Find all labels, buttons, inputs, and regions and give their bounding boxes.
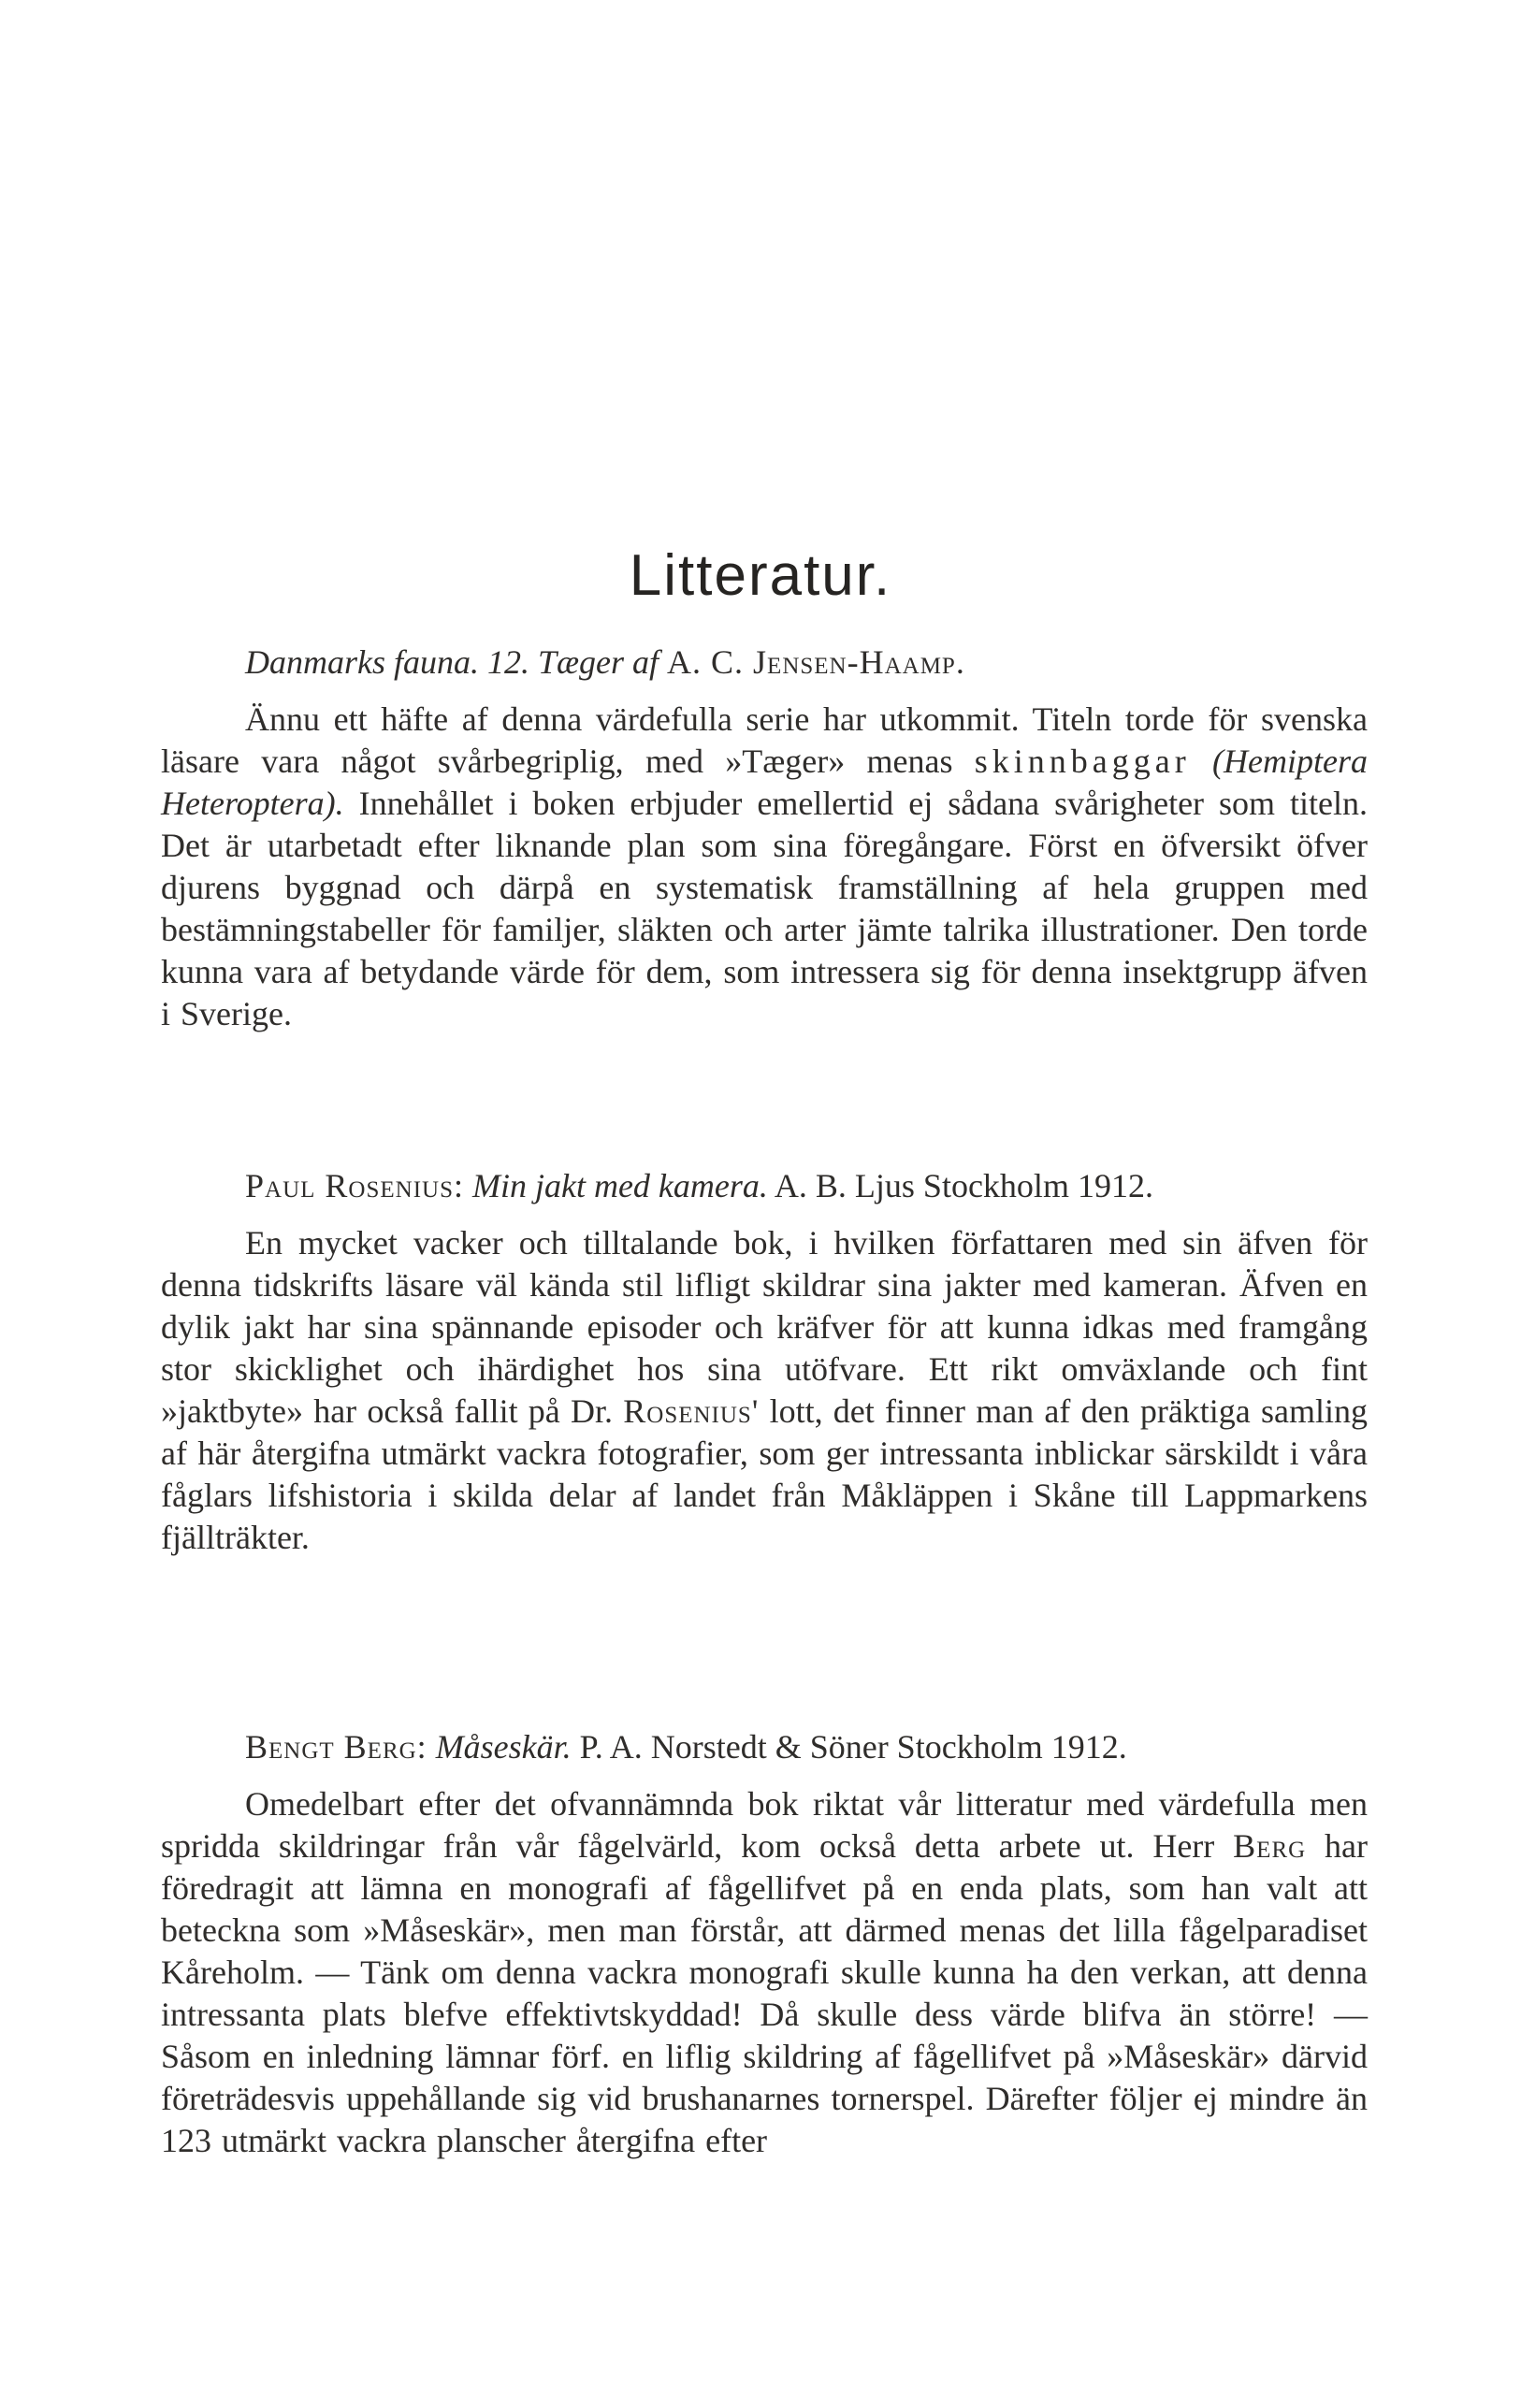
book-title: Måseskär.	[435, 1728, 572, 1766]
book-publisher: A. B. Ljus Stockholm 1912.	[774, 1167, 1153, 1204]
review-body	[161, 1222, 1368, 1559]
review-heading	[161, 1165, 1368, 1207]
review-heading	[161, 642, 1368, 684]
review-body	[161, 699, 1368, 1035]
body-text-part: En mycket vacker och tilltalande bok, i hvilken författaren med sin äfven för denna tidskrifts läsare väl kända stil lifligt skildrar sina jakter med kameran. Äfven en dylik jakt har sina spännande episoder och kräfver för att kunna idkas med framgång stor skicklighet och ihärdighet hos sina utöfvare. Ett rikt omväxlande och fint »jaktbyte» har också fallit på Dr.	[161, 1224, 1368, 1430]
review-body	[161, 1783, 1368, 2162]
book-author: A. C. Jensen-Haamp.	[667, 643, 965, 681]
book-title: Danmarks fauna. 12. Tæger af	[245, 643, 659, 681]
review-maseskar	[161, 1726, 1368, 2162]
body-author-name: Berg	[1233, 1827, 1307, 1865]
body-emphasis: skinnbaggar	[974, 743, 1191, 780]
body-latin-name: (Hemiptera Heteroptera).	[161, 743, 1369, 822]
book-author: Paul Rosenius:	[245, 1167, 464, 1204]
review-heading	[161, 1726, 1368, 1768]
book-author: Bengt Berg:	[245, 1728, 427, 1766]
body-text-part: har föredragit att lämna en monografi af fågellifvet på en enda plats, som han valt att beteckna som »Måseskär», men man förstår, att därmed menas det lilla fågelparadiset Kåreholm. — Tänk om denna vackra monografi skulle kunna ha den verkan, att denna intressanta plats blefve effektivtskyddad! Då skulle dess värde blifva än större! — Såsom en inledning lämnar förf. en liflig skildring af fågellifvet på »Måseskär» därvid företrädesvis uppehållande sig vid brushanarnes tornerspel. Därefter följer ej mindre än 123 utmärkt vackra planscher återgifna efter	[161, 1827, 1369, 2159]
review-min-jakt-med-kamera	[161, 1165, 1368, 1559]
book-title: Min jakt med kamera.	[471, 1167, 768, 1204]
body-text-part: Innehållet i boken erbjuder emellertid ej sådana svårigheter som titeln. Det är utarbetadt efter liknande plan som sina föregångare. Först en öfversikt öfver djurens byggnad och därpå en systematisk framställning af hela gruppen med bestämningstabeller för familjer, släkten och arter jämte talrika illustrationer. Den torde kunna vara af betydande värde för dem, som intressera sig för denna insektgrupp äfven i Sverige.	[161, 785, 1368, 1032]
page-title: Litteratur.	[629, 543, 892, 608]
body-text-part: Ännu ett häfte af denna värdefulla serie har utkommit. Titeln torde för svenska läsare vara något svårbegriplig, med »Tæger» menas	[161, 700, 1368, 780]
review-danmarks-fauna	[161, 642, 1368, 1035]
body-text-part: Omedelbart efter det ofvannämnda bok riktat vår litteratur med värdefulla men spridda skildringar från vår fågelvärld, kom också detta arbete ut. Herr	[161, 1785, 1368, 1865]
body-text-part: lott, det finner man af den präktiga samling af här återgifna utmärkt vackra fotografier, som ger intressanta inblickar särskildt i våra fåglars lifshistoria i skilda delar af landet från Måkläppen i Skåne till Lappmarkens fjällträkter.	[161, 1392, 1369, 1556]
book-publisher: P. A. Norstedt & Söner Stockholm 1912.	[579, 1728, 1127, 1766]
body-author-name: Rosenius'	[623, 1392, 760, 1430]
